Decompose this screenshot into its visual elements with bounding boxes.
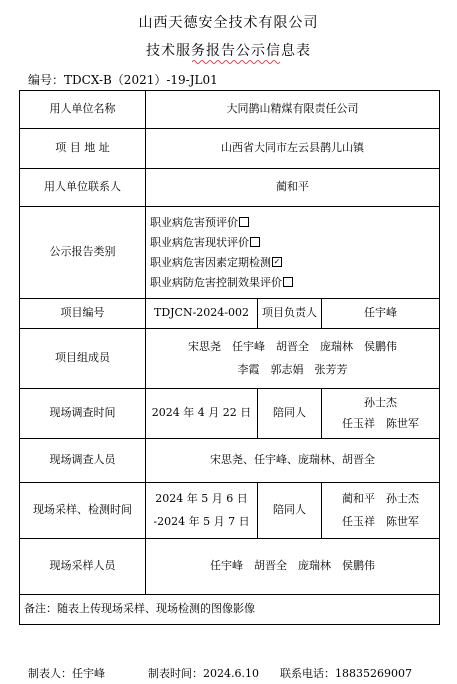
accompany-line: 任玉祥 陈世军 — [342, 514, 419, 528]
category-option-text: 职业病防危害控制效果评价 — [150, 275, 282, 289]
category-option — [150, 213, 439, 233]
table-row — [20, 207, 440, 299]
table-row — [20, 169, 440, 207]
contact-label: 用人单位联系人 — [20, 169, 146, 207]
footer-phone: 联系电话：18835269007 — [280, 667, 412, 680]
accompany-line: 孙士杰 — [364, 395, 397, 409]
address-label: 项 目 地 址 — [20, 129, 146, 169]
category-label: 公示报告类别 — [20, 207, 146, 299]
footer-maker: 制表人：任宇峰 — [28, 667, 105, 680]
survey-time-value: 2024 年 4 月 22 日 — [146, 389, 258, 439]
employer-label: 用人单位名称 — [20, 91, 146, 129]
category-option — [150, 273, 439, 293]
sampling-accompany-label: 陪同人 — [258, 483, 322, 539]
survey-accompany-label: 陪同人 — [258, 389, 322, 439]
info-table — [19, 90, 440, 625]
members-label: 项目组成员 — [20, 329, 146, 389]
table-row — [20, 129, 440, 169]
project-lead-value: 任宇峰 — [322, 299, 440, 329]
category-option — [150, 253, 439, 273]
category-option-text: 职业病危害现状评价 — [150, 235, 249, 249]
category-option-text: 职业病危害因素定期检测 — [150, 255, 271, 269]
survey-staff-value: 宋思尧、任宇峰、庞瑞林、胡晋全 — [146, 439, 440, 483]
sampling-time-line: -2024 年 5 月 7 日 — [153, 514, 250, 528]
table-row — [20, 439, 440, 483]
form-code — [28, 71, 218, 88]
company-title: 山西天德安全技术有限公司 — [138, 15, 319, 31]
survey-staff-label: 现场调查人员 — [20, 439, 146, 483]
checkbox-icon[interactable] — [239, 217, 249, 227]
accompany-line: 任玉祥 陈世军 — [342, 416, 419, 430]
category-option — [150, 233, 439, 253]
sampling-time-line: 2024 年 5 月 6 日 — [155, 491, 248, 505]
members-value — [146, 329, 440, 389]
table-row — [20, 91, 440, 129]
spellcheck-underline — [192, 59, 280, 64]
address-value: 山西省大同市左云县鹊儿山镇 — [146, 129, 440, 169]
checkbox-icon[interactable] — [250, 237, 260, 247]
table-row — [20, 483, 440, 539]
form-title: 技术服务报告公示信息表 — [146, 43, 311, 59]
survey-accompany-value — [322, 389, 440, 439]
project-no-label: 项目编号 — [20, 299, 146, 329]
form-code-label: 编号： — [28, 73, 65, 87]
category-option-text: 职业病危害预评价 — [150, 215, 238, 229]
contact-value: 蔺和平 — [146, 169, 440, 207]
checkbox-icon[interactable] — [283, 277, 293, 287]
remark: 备注：随表上传现场采样、现场检测的图像影像 — [20, 595, 440, 625]
sampling-staff-label: 现场采样人员 — [20, 539, 146, 595]
accompany-line: 蔺和平 孙士杰 — [342, 491, 419, 505]
table-row — [20, 329, 440, 389]
members-line: 李霞 郭志娟 张芳芳 — [237, 362, 348, 376]
table-row — [20, 595, 440, 625]
sampling-time-label: 现场采样、检测时间 — [20, 483, 146, 539]
sampling-staff-value: 任宇峰 胡晋全 庞瑞林 侯鹏伟 — [146, 539, 440, 595]
table-row — [20, 299, 440, 329]
table-row — [20, 389, 440, 439]
footer-date: 制表时间：2024.6.10 — [148, 667, 259, 680]
project-no-value: TDJCN-2024-002 — [146, 299, 258, 329]
checked-checkbox-icon[interactable]: ✓ — [273, 256, 281, 266]
survey-time-label: 现场调查时间 — [20, 389, 146, 439]
form-code-value: TDCX-B（2021）-19-JL01 — [64, 73, 218, 87]
members-line: 宋思尧 任宇峰 胡晋全 庞瑞林 侯鹏伟 — [188, 339, 397, 353]
employer-value: 大同鹊山精煤有限责任公司 — [146, 91, 440, 129]
sampling-time-value — [146, 483, 258, 539]
table-row — [20, 539, 440, 595]
sampling-accompany-value — [322, 483, 440, 539]
project-lead-label: 项目负责人 — [258, 299, 322, 329]
category-options — [146, 207, 440, 299]
